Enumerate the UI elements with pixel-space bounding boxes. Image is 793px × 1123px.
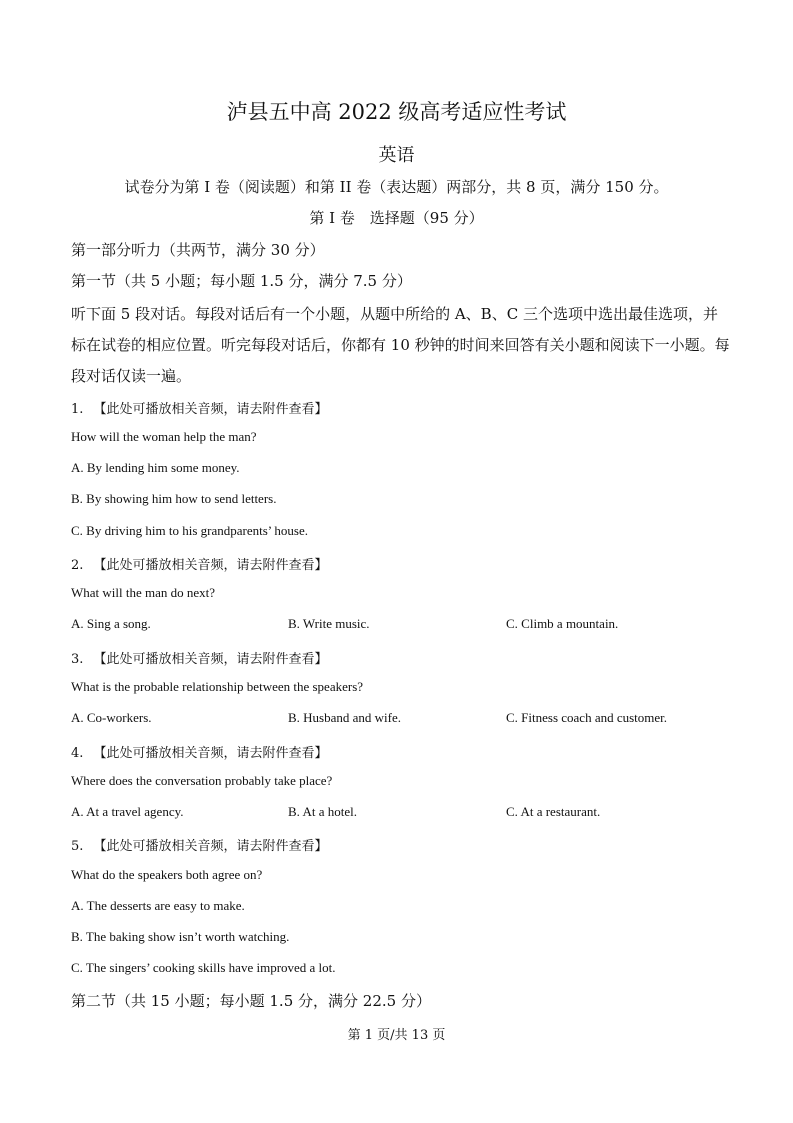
question-2-text: What will the man do next? bbox=[71, 585, 216, 600]
sec1-instructions: 听下面 5 段对话。每段对话后有一个小题，从题中所给的 A、B、C 三个选项中选出最佳选项，并标在试卷的相应位置。听完每段对话后，你都有 10 秒钟的时间来回答有关小题和阅读下一小题。每段对话仅读一遍。 bbox=[71, 305, 730, 385]
audio-note[interactable]: 【此处可播放相关音频，请去附件查看】 bbox=[93, 746, 328, 761]
exam-intro: 试卷分为第 I 卷（阅读题）和第 II 卷（表达题）两部分，共 8 页，满分 150 分。 bbox=[124, 178, 669, 196]
question-number: 1. bbox=[71, 402, 84, 417]
subject-title: 英语 bbox=[378, 145, 415, 166]
question-1-option-c: C. By driving him to his grandparents’ house. bbox=[71, 523, 308, 538]
question-5-option-c: C. The singers’ cooking skills have improved a lot. bbox=[71, 960, 336, 975]
section-title: 第 I 卷 选择题（95 分） bbox=[309, 209, 484, 227]
exam-title: 泸县五中高 2022 级高考适应性考试 bbox=[226, 100, 567, 124]
question-2-option-b: B. Write music. bbox=[288, 616, 370, 631]
part1-heading: 第一部分听力（共两节，满分 30 分） bbox=[71, 241, 325, 259]
question-2-option-a: A. Sing a song. bbox=[71, 616, 151, 631]
question-2-audio-line bbox=[71, 554, 328, 573]
audio-note[interactable]: 【此处可播放相关音频，请去附件查看】 bbox=[93, 402, 328, 417]
question-3-text: What is the probable relationship between the speakers? bbox=[71, 679, 364, 694]
sec1-heading: 第一节（共 5 小题；每小题 1.5 分，满分 7.5 分） bbox=[71, 272, 412, 290]
question-5-audio-line bbox=[71, 835, 328, 854]
question-4-option-c: C. At a restaurant. bbox=[506, 804, 601, 819]
question-1-option-b: B. By showing him how to send letters. bbox=[71, 491, 277, 506]
question-number: 5. bbox=[71, 839, 84, 854]
question-3-option-b: B. Husband and wife. bbox=[288, 710, 402, 725]
question-number: 3. bbox=[71, 652, 84, 667]
question-3-option-a: A. Co-workers. bbox=[71, 710, 152, 725]
question-4-audio-line bbox=[71, 742, 328, 761]
question-1-option-a: A. By lending him some money. bbox=[71, 460, 240, 475]
question-4-text: Where does the conversation probably take place? bbox=[71, 773, 333, 788]
audio-note[interactable]: 【此处可播放相关音频，请去附件查看】 bbox=[93, 558, 328, 573]
question-2-option-c: C. Climb a mountain. bbox=[506, 616, 619, 631]
question-4-option-b: B. At a hotel. bbox=[288, 804, 357, 819]
question-1-audio-line bbox=[71, 398, 328, 417]
question-5-option-a: A. The desserts are easy to make. bbox=[71, 898, 245, 913]
audio-note[interactable]: 【此处可播放相关音频，请去附件查看】 bbox=[93, 652, 328, 667]
question-5-text: What do the speakers both agree on? bbox=[71, 867, 263, 882]
audio-note[interactable]: 【此处可播放相关音频，请去附件查看】 bbox=[93, 839, 328, 854]
question-4-option-a: A. At a travel agency. bbox=[71, 804, 184, 819]
page-footer: 第 1 页/共 13 页 bbox=[347, 1028, 446, 1043]
question-number: 4. bbox=[71, 746, 84, 761]
question-number: 2. bbox=[71, 558, 84, 573]
question-5-option-b: B. The baking show isn’t worth watching. bbox=[71, 929, 290, 944]
question-1-text: How will the woman help the man? bbox=[71, 429, 257, 444]
question-3-audio-line bbox=[71, 648, 328, 667]
sec2-heading: 第二节（共 15 小题；每小题 1.5 分，满分 22.5 分） bbox=[71, 992, 431, 1010]
question-3-option-c: C. Fitness coach and customer. bbox=[506, 710, 668, 725]
